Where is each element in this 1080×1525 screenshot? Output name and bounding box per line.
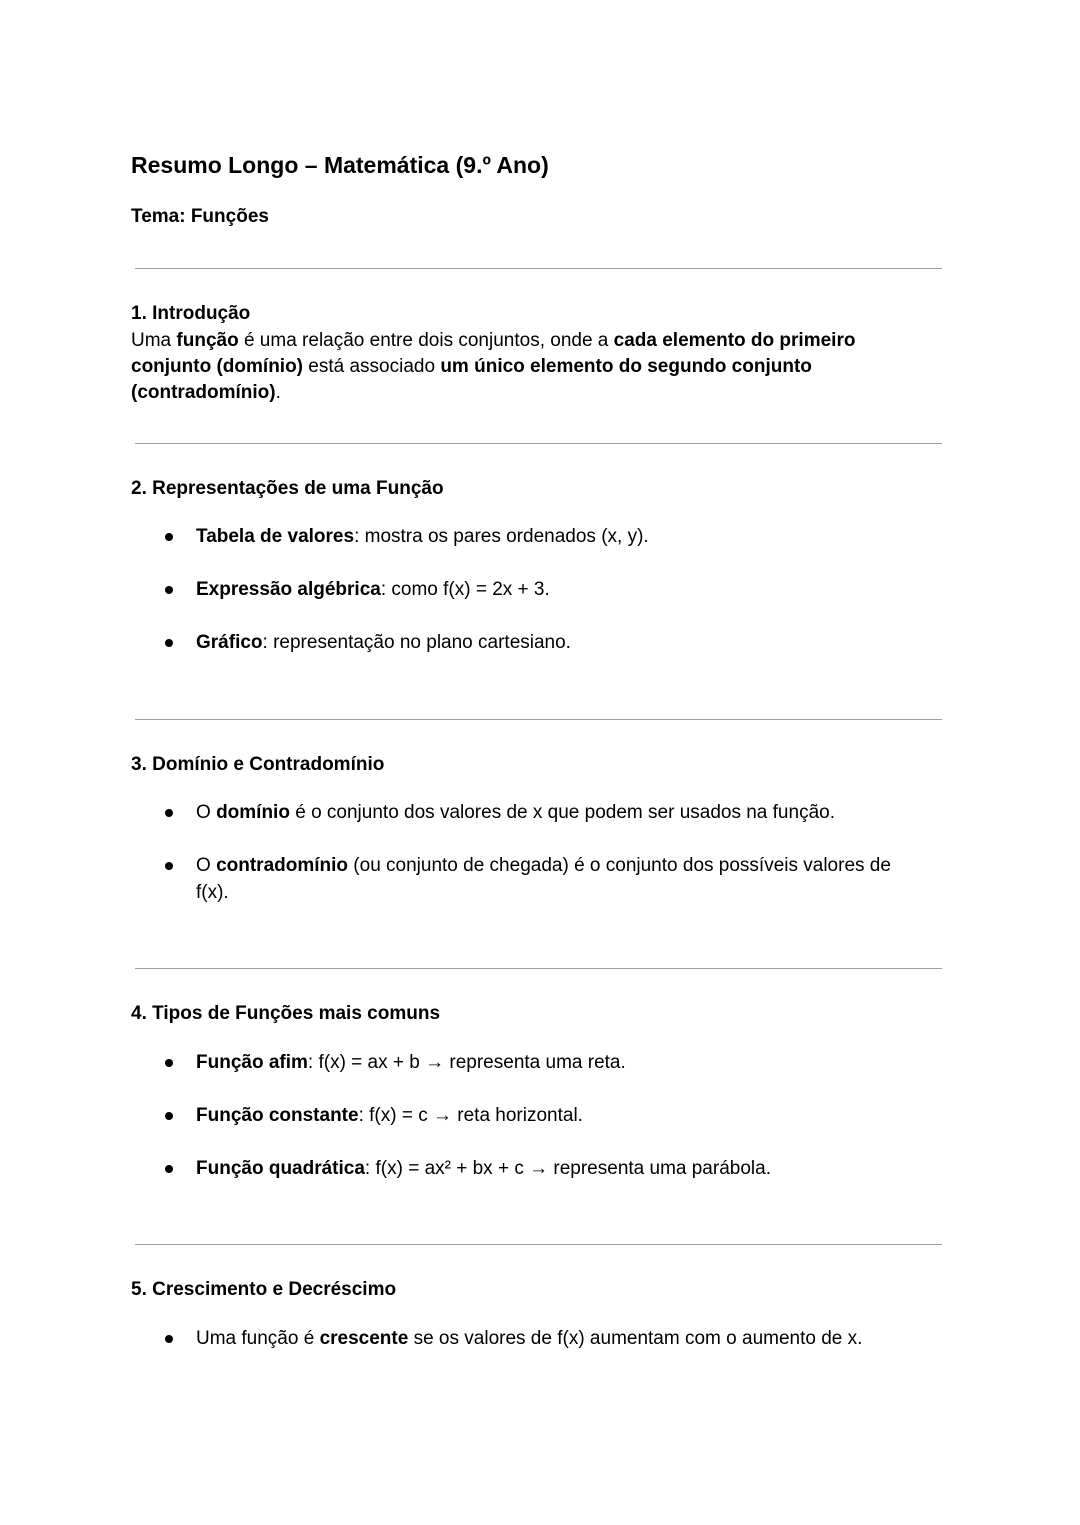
bold-text: Função afim	[196, 1052, 308, 1073]
bold-text: Tabela de valores	[196, 526, 355, 547]
text-run: : como f(x) = 2x + 3.	[380, 579, 550, 600]
horizontal-rule	[135, 1244, 942, 1245]
text-run: se os valores de f(x) aumentam com o aumento de x.	[408, 1328, 863, 1349]
document-title: Resumo Longo – Matemática (9.º Ano)	[131, 152, 549, 178]
text-run: : f(x) = ax² + bx + c → representa uma parábola.	[364, 1158, 771, 1179]
bullet-icon	[165, 809, 173, 817]
text-run: é o conjunto dos valores de x que podem ser usados na função.	[289, 802, 835, 823]
bold-text: (contradomínio)	[131, 382, 276, 403]
bullet-icon	[165, 586, 173, 594]
bold-text: conjunto (domínio)	[131, 356, 304, 377]
document-subtitle: Tema: Funções	[131, 206, 269, 227]
bold-text: Função quadrática	[196, 1158, 365, 1179]
text-run: f(x).	[196, 882, 229, 903]
bullet-icon	[165, 1059, 173, 1067]
horizontal-rule	[135, 719, 942, 720]
bullet-icon	[165, 1335, 173, 1343]
horizontal-rule	[135, 443, 942, 444]
bold-text: Função constante	[196, 1105, 359, 1126]
text-run: O	[196, 855, 217, 876]
bold-text: domínio	[216, 802, 290, 823]
paragraph-line	[131, 354, 931, 380]
paragraph-line	[131, 328, 931, 354]
section-heading-crescimento: 5. Crescimento e Decréscimo	[131, 1279, 397, 1300]
text-run: : f(x) = ax + b → representa uma reta.	[307, 1052, 626, 1073]
text-run: (ou conjunto de chegada) é o conjunto dos possíveis valores de	[348, 855, 891, 876]
section-heading-dominio: 3. Domínio e Contradomínio	[131, 754, 385, 775]
bold-text: Gráfico	[196, 632, 263, 653]
section-heading-representacoes: 2. Representações de uma Função	[131, 478, 444, 499]
text-run: O	[196, 802, 217, 823]
bold-text: função	[176, 330, 239, 351]
text-run: .	[275, 382, 281, 403]
text-run: Uma	[131, 330, 177, 351]
text-run: é uma relação entre dois conjuntos, onde a	[238, 330, 614, 351]
bullet-icon	[165, 862, 173, 870]
text-run: está associado	[303, 356, 441, 377]
text-run: Uma função é	[196, 1328, 320, 1349]
bullet-icon	[165, 1112, 173, 1120]
bullet-icon	[165, 1165, 173, 1173]
bullet-icon	[165, 533, 173, 541]
horizontal-rule	[135, 968, 942, 969]
paragraph-line	[131, 380, 931, 406]
horizontal-rule	[135, 268, 942, 269]
bold-text: crescente	[319, 1328, 409, 1349]
bold-text: cada elemento do primeiro	[613, 330, 856, 351]
text-run: : representação no plano cartesiano.	[262, 632, 571, 653]
introduction-paragraph	[131, 328, 931, 406]
bold-text: Expressão algébrica	[196, 579, 381, 600]
text-run: : mostra os pares ordenados (x, y).	[354, 526, 649, 547]
bullet-icon	[165, 639, 173, 647]
section-heading-introducao: 1. Introdução	[131, 303, 251, 324]
text-run: : f(x) = c → reta horizontal.	[358, 1105, 583, 1126]
bold-text: um único elemento do segundo conjunto	[440, 356, 812, 377]
section-heading-tipos: 4. Tipos de Funções mais comuns	[131, 1003, 441, 1024]
bold-text: contradomínio	[216, 855, 349, 876]
